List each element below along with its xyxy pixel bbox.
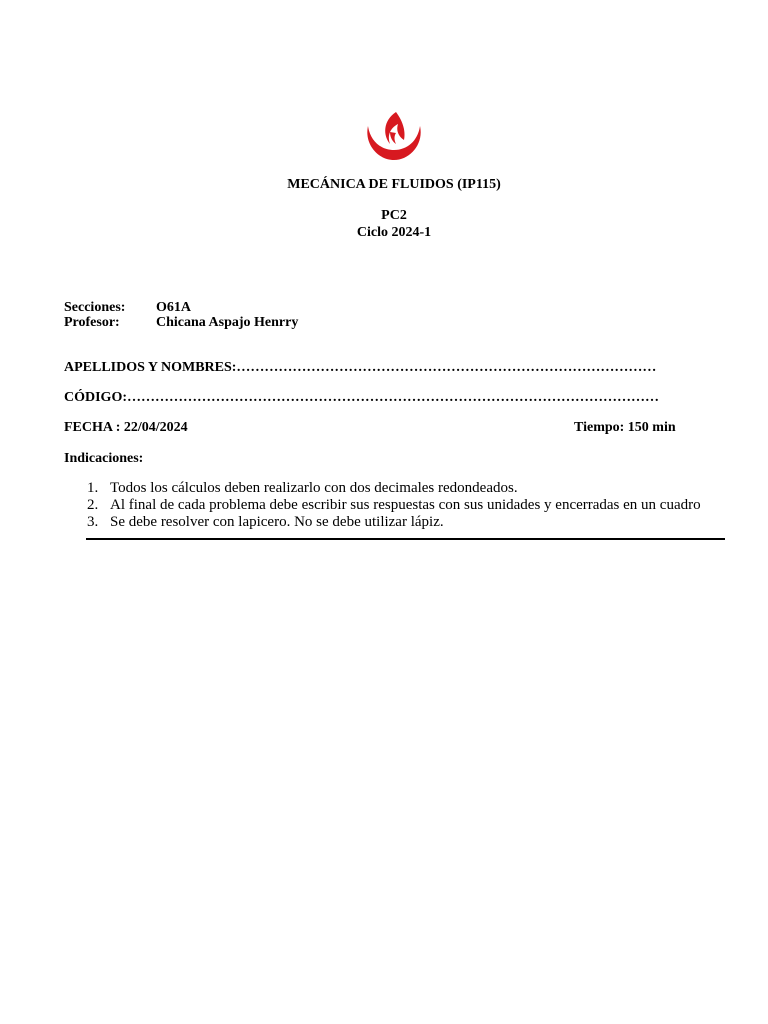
- time-field: Tiempo: 150 min: [574, 420, 676, 435]
- list-item-text: Se debe resolver con lapicero. No se debe utilizar lápiz.: [110, 514, 444, 530]
- list-item-number: 1.: [87, 480, 99, 496]
- indications-title: Indicaciones:: [64, 451, 144, 466]
- cycle: Ciclo 2024-1: [356, 225, 432, 240]
- professor-label: Profesor:: [64, 315, 120, 330]
- list-item-number: 3.: [87, 514, 99, 530]
- list-item-text: Todos los cálculos deben realizarlo con dos decimales redondeados.: [110, 480, 518, 496]
- list-item-number: 2.: [87, 497, 99, 513]
- sections-label: Secciones:: [64, 300, 126, 315]
- course-title: MECÁNICA DE FLUIDOS (IP115): [287, 177, 501, 192]
- names-field: APELLIDOS Y NOMBRES:………………………………………………………………………………: [64, 360, 657, 375]
- sections-value: O61A: [156, 300, 191, 315]
- exam-name: PC2: [381, 208, 407, 223]
- date-field: FECHA : 22/04/2024: [64, 420, 188, 435]
- divider: [86, 538, 725, 540]
- code-field: CÓDIGO:……………………………………………………………………………………………………: [64, 390, 659, 405]
- university-logo: [360, 108, 428, 164]
- professor-value: Chicana Aspajo Henrry: [156, 315, 299, 330]
- list-item-text: Al final de cada problema debe escribir sus respuestas con sus unidades y encerradas en un cuadro: [110, 497, 701, 513]
